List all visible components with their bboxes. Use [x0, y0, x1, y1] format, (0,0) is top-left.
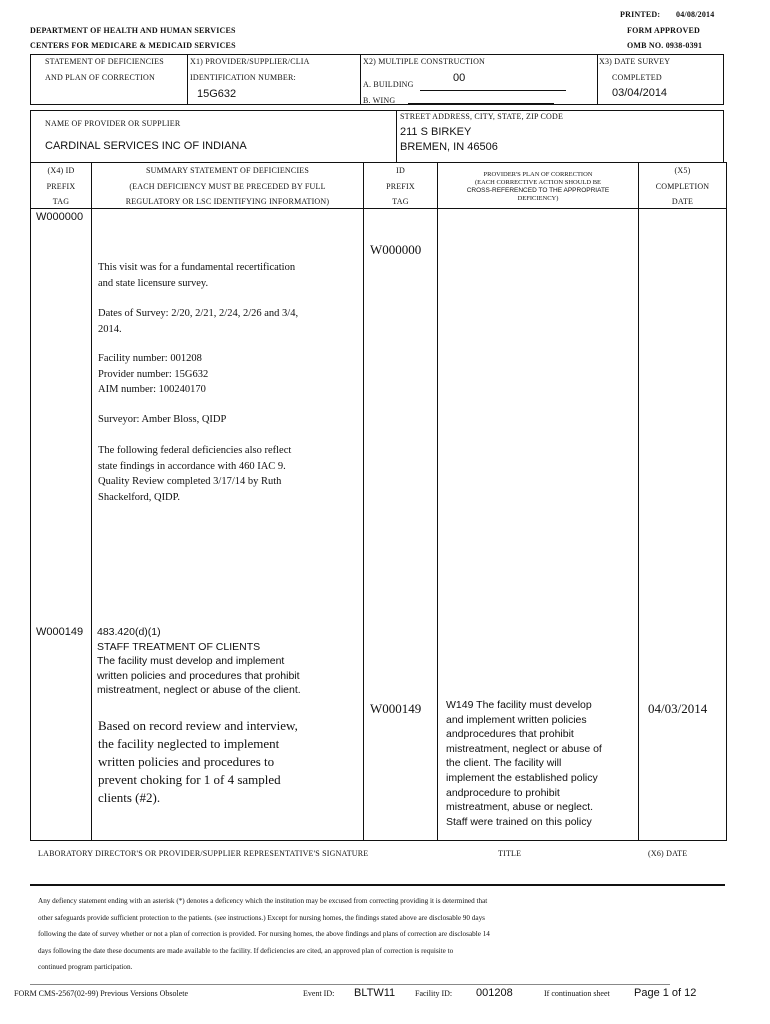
x1-value: 15G632 [197, 88, 237, 100]
form-approved: FORM APPROVED [627, 26, 701, 35]
address-label: STREET ADDRESS, CITY, STATE, ZIP CODE [400, 112, 564, 121]
x3-value: 03/04/2014 [612, 87, 668, 99]
page-number: Page 1 of 12 [634, 987, 697, 999]
completion-date: 04/03/2014 [648, 701, 708, 716]
printed-date: 04/08/2014 [676, 10, 715, 19]
date-label: (X6) DATE [648, 849, 688, 858]
id-header-3: TAG [392, 197, 409, 206]
tag-right-w000000: W000000 [370, 242, 422, 257]
tag-right-w000149: W000149 [370, 701, 422, 716]
x4-header-2: PREFIX [46, 182, 76, 191]
x4-header-3: TAG [52, 197, 70, 206]
plan-header-4: DEFICIENCY) [517, 195, 559, 202]
id-header-1: ID [396, 166, 405, 175]
x1-label-1: X1) PROVIDER/SUPPLIER/CLIA [190, 57, 310, 66]
x2-building-label: A. BUILDING [363, 80, 414, 89]
id-header-2: PREFIX [386, 182, 415, 191]
intro-paragraph-5: The following federal deficiencies also reflect state findings in accordance with 460 IAC 9. Quality Review completed 3/17/14 by Ruth Shackelford, QIDP. [98, 445, 292, 503]
x1-label-2: IDENTIFICATION NUMBER: [190, 73, 296, 82]
x2-building-value: 00 [453, 72, 466, 84]
facility-id-value: 001208 [476, 987, 513, 999]
x5-header-2: COMPLETION [655, 182, 710, 191]
summary-header-3: REGULATORY OR LSC IDENTIFYING INFORMATION) [125, 197, 330, 206]
statement-label-1: STATEMENT OF DEFICIENCIES [45, 57, 164, 66]
summary-header-1: SUMMARY STATEMENT OF DEFICIENCIES [145, 166, 310, 175]
intro-paragraph-1: This visit was for a fundamental recertification and state licensure survey. [98, 262, 296, 289]
provider-name: CARDINAL SERVICES INC OF INDIANA [45, 140, 247, 152]
printed-label: PRINTED: [620, 10, 661, 19]
plan-header-1: PROVIDER'S PLAN OF CORRECTION [483, 171, 593, 178]
summary-header-2: (EACH DEFICIENCY MUST BE PRECEDED BY FULL [129, 182, 326, 191]
address-line-2: BREMEN, IN 46506 [400, 141, 498, 153]
address-line-1: 211 S BIRKEY [400, 126, 472, 138]
disclaimer-text: Any defiency statement ending with an asterisk (*) denotes a deficency which the institution may be excused from correcting providing it is determined that other safeguards provide sufficient protection to the patients. (see instructions.) Except for nursing homes, the findings stated above are disclosable 90 days following the date of survey whether or not a plan of correction is provided. For nursing homes, the above findings and plans of correction are disclosable 14 days following the date these documents are made available to the facility. If deficiencies are cited, an approved plan of correction is requisite to continued program participation. [38, 897, 490, 971]
event-id-value: BLTW11 [354, 987, 396, 999]
plan-header-3: CROSS-REFERENCED TO THE APPROPRIATE [466, 187, 610, 194]
x3-label-1: X3) DATE SURVEY [599, 57, 671, 66]
omb-number: OMB NO. 0938-0391 [627, 41, 703, 50]
tag-left-w000149: W000149 [36, 626, 84, 638]
facility-id-label: Facility ID: [415, 989, 453, 998]
x2-wing-label: B. WING [363, 96, 396, 105]
x4-header-1: (X4) ID [47, 166, 75, 175]
event-id-label: Event ID: [303, 989, 335, 998]
provider-label: NAME OF PROVIDER OR SUPPLIER [45, 119, 181, 128]
finding-text: Based on record review and interview, the facility neglected to implement written policies and procedures to prevent choking for 1 of 4 sampled clients (#2). [98, 718, 298, 805]
plan-of-correction-text: W149 The facility must develop and implement written policies andprocedures that prohibit mistreatment, neglect or abuse of the client. The facility will implement the established policy andprocedure to prohibit mistreatment, abuse or neglect. Staff were trained on this policy [446, 699, 602, 828]
dept-title: DEPARTMENT OF HEALTH AND HUMAN SERVICES [30, 26, 236, 35]
x5-header-3: DATE [671, 197, 694, 206]
regulation-text: 483.420(d)(1) STAFF TREATMENT OF CLIENTS The facility must develop and implement written policies and procedures that prohibit mistreatment, neglect or abuse of the client. [97, 626, 301, 697]
x5-header-1: (X5) [674, 166, 691, 175]
form-number: FORM CMS-2567(02-99) Previous Versions Obsolete [14, 989, 189, 998]
intro-paragraph-2: Dates of Survey: 2/20, 2/21, 2/24, 2/26 and 3/4, 2014. [98, 308, 299, 335]
tag-left-w000000: W000000 [36, 211, 84, 223]
x3-label-2: COMPLETED [612, 73, 662, 82]
centers-title: CENTERS FOR MEDICARE & MEDICAID SERVICES [30, 41, 236, 50]
statement-label-2: AND PLAN OF CORRECTION [45, 73, 155, 82]
intro-paragraph-4: Surveyor: Amber Bloss, QIDP [98, 414, 227, 425]
continuation-label: If continuation sheet [544, 989, 610, 998]
signature-label: LABORATORY DIRECTOR'S OR PROVIDER/SUPPLIER REPRESENTATIVE'S SIGNATURE [38, 849, 369, 858]
plan-header-2: (EACH CORRECTIVE ACTION SHOULD BE [474, 179, 602, 186]
title-label: TITLE [498, 849, 522, 858]
intro-paragraph-3: Facility number: 001208 Provider number: 15G632 AIM number: 100240170 [98, 353, 209, 395]
x2-label: X2) MULTIPLE CONSTRUCTION [363, 57, 486, 66]
